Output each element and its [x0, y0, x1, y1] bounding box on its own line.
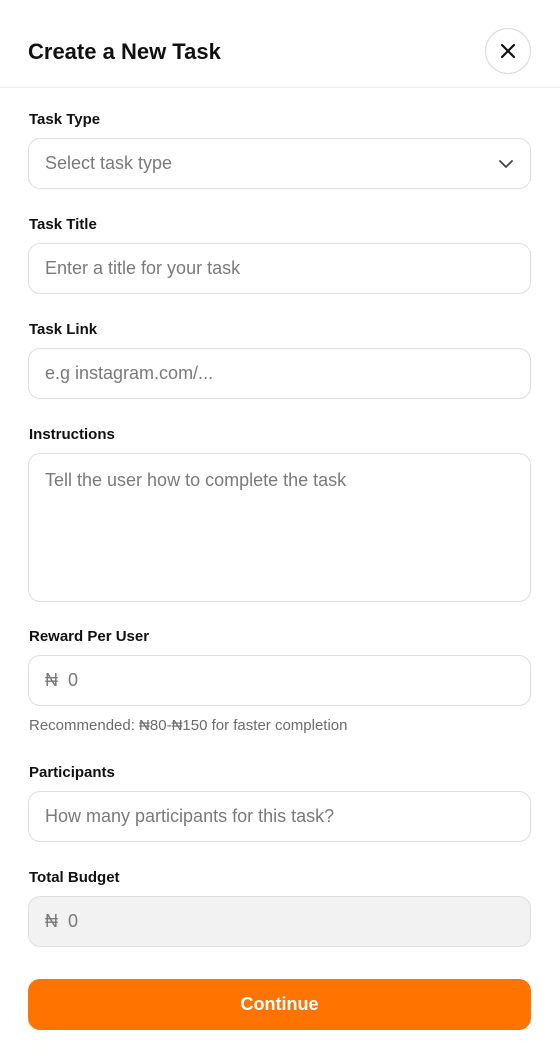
- chevron-down-icon: [498, 159, 514, 169]
- naira-currency-icon: ₦: [45, 670, 58, 690]
- task-type-select[interactable]: [28, 138, 531, 189]
- task-type-placeholder: Select task type: [45, 153, 173, 173]
- total-budget-value: 0: [68, 911, 79, 931]
- task-title-input[interactable]: [28, 243, 531, 294]
- reward-input[interactable]: [68, 670, 468, 691]
- participants-input[interactable]: [28, 791, 531, 842]
- task-link-label: Task Link: [29, 321, 98, 338]
- naira-currency-icon: ₦: [45, 911, 58, 931]
- total-budget-label: Total Budget: [29, 869, 120, 886]
- reward-label: Reward Per User: [29, 628, 150, 645]
- reward-field[interactable]: [28, 655, 531, 706]
- modal-header: [0, 0, 560, 88]
- total-budget-field: [28, 896, 531, 947]
- instructions-label: Instructions: [29, 426, 115, 443]
- continue-button[interactable]: Continue: [28, 979, 531, 1030]
- task-type-label: Task Type: [29, 111, 101, 128]
- reward-hint: Recommended: ₦80-₦150 for faster completion: [29, 717, 348, 734]
- participants-label: Participants: [29, 764, 115, 781]
- page-title: Create a New Task: [28, 39, 221, 64]
- close-button[interactable]: [485, 28, 531, 74]
- task-link-input[interactable]: [28, 348, 531, 399]
- close-icon: [499, 42, 517, 60]
- instructions-textarea[interactable]: [28, 453, 531, 602]
- task-title-label: Task Title: [29, 216, 97, 233]
